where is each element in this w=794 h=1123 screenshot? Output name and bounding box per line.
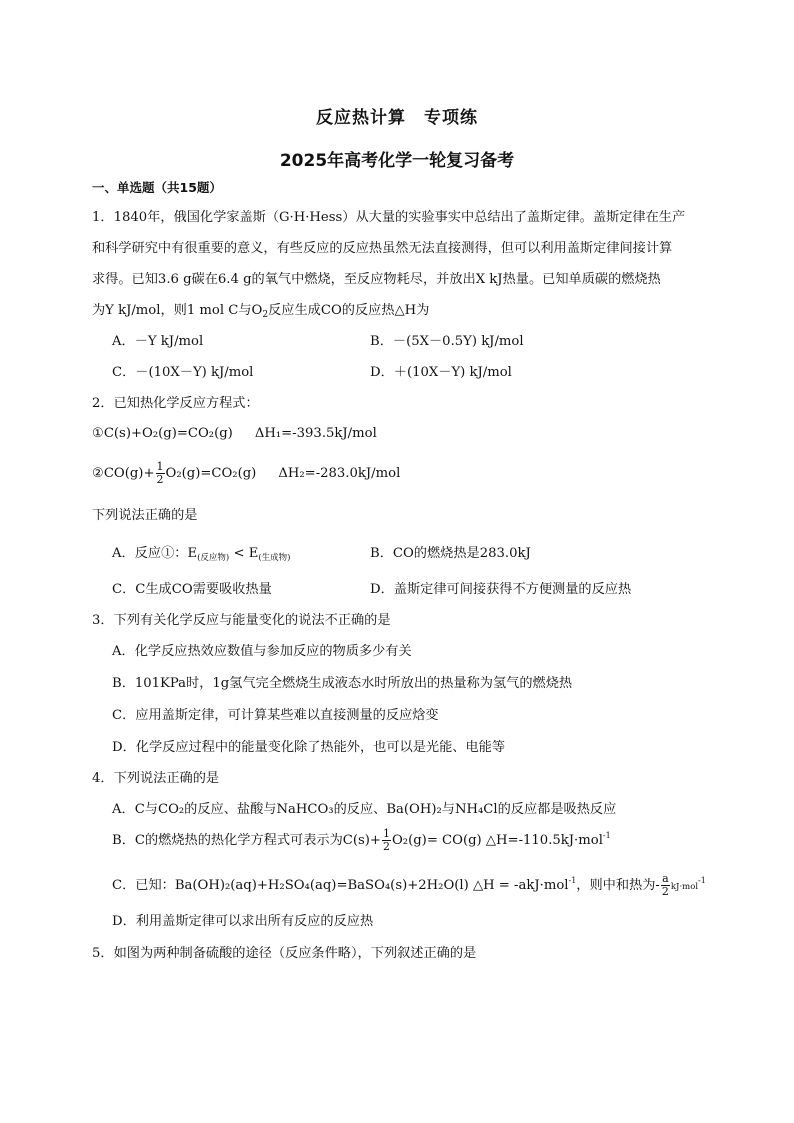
q1-line-4 bbox=[92, 299, 429, 318]
q2-option-c: C．C生成CO需要吸收热量 bbox=[112, 582, 272, 597]
q1-option-a: A．－Y kJ/mol bbox=[112, 334, 204, 349]
delta-h-2: ΔH₂=-283.0kJ/mol bbox=[278, 466, 401, 481]
q5-stem: 5．如图为两种制备硫酸的途径（反应条件略），下列叙述正确的是 bbox=[92, 946, 477, 961]
q1-line-2: 和科学研究中有很重要的意义，有些反应的反应热虽然无法直接测得，但可以利用盖斯定律间接计算 bbox=[92, 241, 673, 256]
q3-option-b: B．101KPa时，1g氢气完全燃烧生成液态水时所放出的热量称为氢气的燃烧热 bbox=[112, 676, 573, 691]
q4-option-d: D．利用盖斯定律可以求出所有反应的反应热 bbox=[112, 914, 374, 929]
q2-equation-1 bbox=[92, 426, 377, 441]
q1-line-4-a: 为Y kJ/mol，则1 mol C与O bbox=[92, 303, 263, 318]
q2-stem: 2．已知热化学反应方程式： bbox=[92, 396, 259, 411]
q4-option-b: B．C的燃烧热的热化学方程式可表示为C(s)+ $\frac{1}{2}$ O₂(g)= CO(g) △H=-110.5kJ·mol$^{-1}$ bbox=[112, 827, 611, 853]
q4-option-c: C．已知：Ba(OH)₂(aq)+H₂SO₄(aq)=BaSO₄(s)+2H₂O(l) △H = -akJ·mol$^{-1}$，则中和热为- $\frac{a}{2}$ kJ·mol$^{-1}$ bbox=[112, 872, 706, 898]
q1-option-b: B．－(5X－0.5Y) kJ/mol bbox=[370, 334, 524, 349]
q1-option-c: C．－(10X－Y) kJ/mol bbox=[112, 365, 254, 380]
equation-2-right: O₂(g)=CO₂(g) bbox=[165, 466, 257, 481]
q4-stem: 4．下列说法正确的是 bbox=[92, 771, 220, 786]
q4-option-a: A．C与CO₂的反应、盐酸与NaHCO₃的反应、Ba(OH)₂与NH₄Cl的反应都是吸热反应 bbox=[112, 802, 617, 817]
q1-sub-2: 2 bbox=[262, 310, 269, 320]
q2-equation-2 bbox=[92, 461, 400, 486]
q3-option-c: C．应用盖斯定律，可计算某些难以直接测量的反应焓变 bbox=[112, 708, 439, 723]
q2-option-d: D．盖斯定律可间接获得不方便测量的反应热 bbox=[370, 582, 632, 597]
q1-option-d: D．＋(10X－Y) kJ/mol bbox=[370, 365, 512, 380]
q1-line-3: 求得。已知3.6 g碳在6.4 g的氧气中燃烧，至反应物耗尽，并放出X kJ热量。已知单质碳的燃烧热 bbox=[92, 272, 661, 287]
q3-option-a: A．化学反应热效应数值与参加反应的物质多少有关 bbox=[112, 644, 412, 659]
equation-1: ①C(s)+O₂(g)=CO₂(g) bbox=[92, 426, 233, 441]
q2-option-b: B．CO的燃烧热是283.0kJ bbox=[370, 546, 531, 561]
equation-2-left: ②CO(g)+ bbox=[92, 466, 155, 481]
q2-prompt: 下列说法正确的是 bbox=[92, 508, 198, 523]
delta-h-1: ΔH₁=-393.5kJ/mol bbox=[254, 426, 377, 441]
fraction-one-half: $\frac{1}{2}$ bbox=[382, 827, 390, 853]
page-subtitle: 2025年高考化学一轮复习备考 bbox=[279, 151, 515, 171]
q1-line-4-c: 反应生成CO的反应热△H为 bbox=[268, 303, 430, 318]
q3-option-d: D．化学反应过程中的能量变化除了热能外，也可以是光能、电能等 bbox=[112, 740, 506, 755]
fraction-one-half: $\frac{1}{2}$ bbox=[156, 460, 164, 486]
q3-stem: 3．下列有关化学反应与能量变化的说法不正确的是 bbox=[92, 613, 391, 628]
fraction-a-over-2: $\frac{a}{2}$ bbox=[661, 872, 669, 898]
page-title: 反应热计算 专项练 bbox=[316, 108, 478, 128]
q2-option-a: A．反应①：$E_{(反应物)} < E_{(生成物)}$ bbox=[112, 546, 291, 563]
q1-line-1: 1．1840年，俄国化学家盖斯（G·H·Hess）从大量的实验事实中总结出了盖斯定律。盖斯定律在生产 bbox=[92, 210, 686, 225]
section-heading: 一、单选题（共15题） bbox=[92, 180, 222, 195]
